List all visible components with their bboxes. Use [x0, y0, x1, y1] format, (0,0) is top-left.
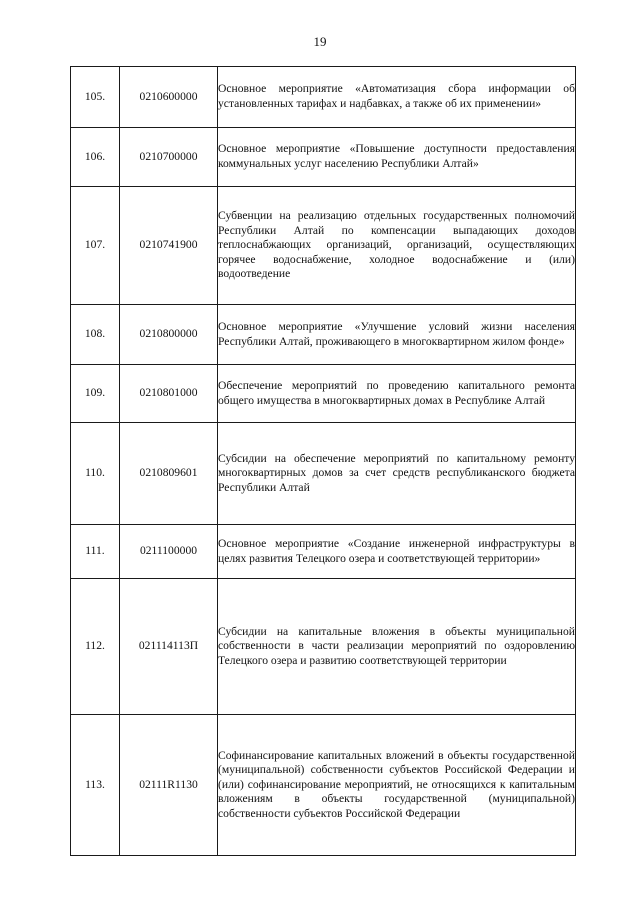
row-name: Основное мероприятие «Улучшение условий жизни населения Республики Алтай, проживающего в многоквартирном жилом фонде»	[218, 305, 576, 365]
row-code: 021114113П	[120, 579, 218, 715]
row-code: 0210801000	[120, 365, 218, 423]
row-name: Софинансирование капитальных вложений в объекты государственной (муниципальной) собственности субъектов Российской Федерации и (или) софинансирование мероприятий, не относящихся к капитальным вложениям в объекты государственной (муниципальной) собственности субъектов Российской Федерации	[218, 715, 576, 856]
row-name: Субвенции на реализацию отдельных государственных полномочий Республики Алтай по компенсации выпадающих доходов теплоснабжающих организаций, организаций, осуществляющих горячее водоснабжение, холодное водоснабжение и (или) водоотведение	[218, 187, 576, 305]
table-row	[71, 67, 576, 128]
row-number: 107.	[71, 187, 120, 305]
table-row	[71, 128, 576, 187]
row-number: 110.	[71, 423, 120, 525]
row-code: 0210741900	[120, 187, 218, 305]
table-row	[71, 305, 576, 365]
row-number: 108.	[71, 305, 120, 365]
table-row	[71, 525, 576, 579]
table-row	[71, 423, 576, 525]
row-name: Основное мероприятие «Повышение доступности предоставления коммунальных услуг населению Республики Алтай»	[218, 128, 576, 187]
row-name: Основное мероприятие «Создание инженерной инфраструктуры в целях развития Телецкого озера и соответствующей территории»	[218, 525, 576, 579]
row-code: 02111R1130	[120, 715, 218, 856]
row-code: 0211100000	[120, 525, 218, 579]
row-number: 111.	[71, 525, 120, 579]
budget-classification-table	[70, 66, 576, 856]
row-number: 106.	[71, 128, 120, 187]
row-name: Субсидии на обеспечение мероприятий по капитальному ремонту многоквартирных домов за счет средств республиканского бюджета Республики Алтай	[218, 423, 576, 525]
row-name: Обеспечение мероприятий по проведению капитального ремонта общего имущества в многоквартирных домах в Республике Алтай	[218, 365, 576, 423]
row-code: 0210800000	[120, 305, 218, 365]
row-code: 0210600000	[120, 67, 218, 128]
table-row	[71, 715, 576, 856]
row-code: 0210809601	[120, 423, 218, 525]
row-code: 0210700000	[120, 128, 218, 187]
row-name: Субсидии на капитальные вложения в объекты муниципальной собственности в части реализации мероприятий по оздоровлению Телецкого озера и развитию соответствующей территории	[218, 579, 576, 715]
table-row	[71, 365, 576, 423]
table-row	[71, 187, 576, 305]
row-number: 109.	[71, 365, 120, 423]
row-number: 112.	[71, 579, 120, 715]
table-row	[71, 579, 576, 715]
row-number: 105.	[71, 67, 120, 128]
row-name: Основное мероприятие «Автоматизация сбора информации об установленных тарифах и надбавках, а также об их применении»	[218, 67, 576, 128]
row-number: 113.	[71, 715, 120, 856]
page-number: 19	[313, 34, 327, 49]
